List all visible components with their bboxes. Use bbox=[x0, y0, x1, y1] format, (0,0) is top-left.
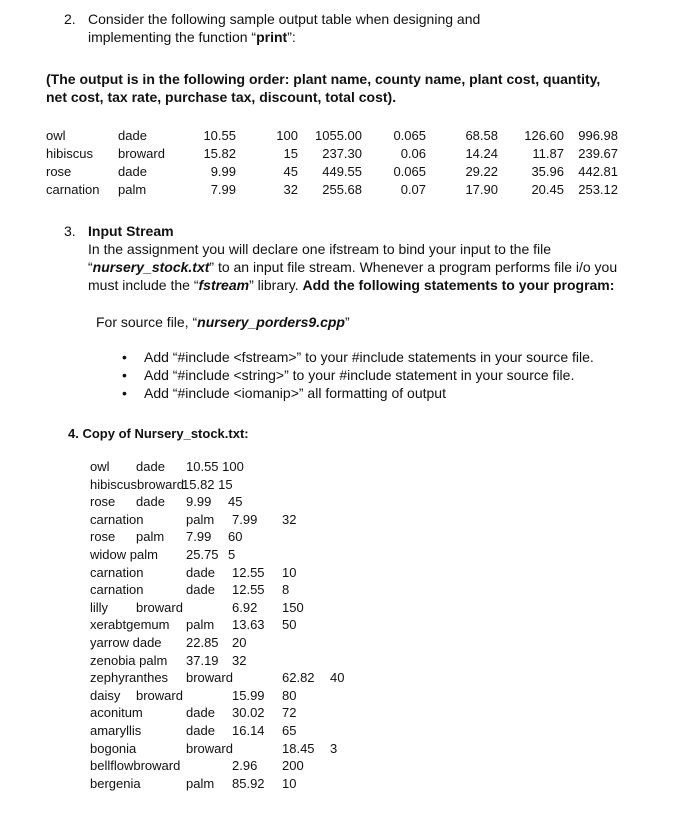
stock-field: 32 bbox=[282, 511, 297, 527]
stock-field: 22.85 bbox=[186, 634, 219, 650]
table-cell: palm bbox=[118, 182, 147, 197]
library-fstream: fstream bbox=[198, 277, 250, 293]
bullet-item bbox=[118, 366, 594, 384]
stock-field: xerabtgemum bbox=[90, 617, 170, 633]
stock-field: 62.82 bbox=[282, 670, 315, 686]
table-cell: 32 bbox=[283, 182, 298, 197]
table-cell: 237.30 bbox=[322, 146, 362, 161]
table-cell: 20.45 bbox=[531, 182, 564, 197]
stock-field: 10.55 100 bbox=[186, 459, 244, 474]
stock-field: 25.75 bbox=[186, 546, 219, 562]
stock-field: palm bbox=[136, 529, 165, 545]
stock-field: bergenia bbox=[90, 775, 141, 791]
stock-field: carnation bbox=[90, 511, 144, 527]
stock-field: amaryllis bbox=[90, 722, 142, 738]
stock-field: palm bbox=[186, 511, 215, 527]
output-order-line2: net cost, tax rate, purchase tax, discount, total cost). bbox=[46, 89, 397, 105]
table-cell: 10.55 bbox=[203, 128, 236, 143]
table-cell: carnation bbox=[46, 182, 100, 197]
stock-field: 8 bbox=[282, 582, 290, 598]
bullet-item bbox=[118, 348, 594, 366]
bullet-text: Add “#include <iomanip>” all formatting of output bbox=[144, 385, 446, 401]
table-cell: 29.22 bbox=[465, 164, 498, 179]
stock-field: daisy bbox=[90, 687, 121, 703]
stock-field: 15.99 bbox=[232, 687, 265, 703]
stock-field: owl bbox=[90, 459, 110, 474]
function-name-print: print bbox=[256, 29, 288, 45]
stock-field: aconitum bbox=[90, 705, 143, 721]
table-cell: 255.68 bbox=[322, 182, 362, 197]
table-cell: 1055.00 bbox=[315, 128, 362, 143]
stock-field: 10 bbox=[282, 564, 297, 580]
table-cell: 14.24 bbox=[465, 146, 498, 161]
stock-field: bogonia bbox=[90, 740, 137, 756]
stock-field: 37.19 bbox=[186, 652, 219, 668]
bullet-icon: • bbox=[122, 385, 127, 401]
stock-field: carnation bbox=[90, 582, 144, 598]
quote-open: “ bbox=[88, 259, 93, 275]
stock-field: broward bbox=[136, 687, 183, 703]
question-3-line1: In the assignment you will declare one ifstream to bind your input to the file bbox=[88, 241, 552, 257]
table-cell: owl bbox=[46, 128, 66, 143]
table-cell: 35.96 bbox=[531, 164, 564, 179]
stock-field: dade bbox=[186, 722, 215, 738]
stock-field: widow palm bbox=[90, 546, 158, 562]
output-order-line1: (The output is in the following order: plant name, county name, plant cost, quantity, bbox=[46, 71, 601, 87]
question-2-line1: Consider the following sample output table when designing and bbox=[88, 11, 481, 27]
bullet-text: Add “#include <string>” to your #include statement in your source file. bbox=[144, 367, 575, 383]
stock-field: 65 bbox=[282, 722, 297, 738]
question-2 bbox=[64, 10, 480, 46]
question-3-number: 3. bbox=[64, 223, 76, 239]
stock-field: 16.14 bbox=[232, 722, 265, 738]
stock-field: lilly bbox=[90, 599, 109, 615]
question-3 bbox=[64, 222, 617, 294]
stock-field: palm bbox=[186, 775, 215, 791]
table-cell: 0.06 bbox=[400, 146, 426, 161]
filename-nursery-stock: nursery_stock.txt bbox=[92, 259, 210, 275]
stock-field: 72 bbox=[282, 705, 297, 721]
table-cell: 253.12 bbox=[578, 182, 618, 197]
table-cell: 0.065 bbox=[393, 164, 426, 179]
question-3-line2-rest: ” to an input file stream. Whenever a program performs file i/o you bbox=[209, 259, 618, 275]
stock-field: 15.82 15 bbox=[182, 476, 233, 492]
table-cell: 0.065 bbox=[393, 128, 426, 143]
table-cell: 15 bbox=[283, 146, 298, 161]
bullet-item bbox=[118, 384, 594, 402]
table-cell: 68.58 bbox=[465, 128, 498, 143]
stock-field: hibiscusbroward bbox=[90, 476, 184, 492]
question-2-line2-end: ”: bbox=[287, 29, 296, 45]
table-cell: hibiscus bbox=[46, 146, 93, 161]
stock-field: 5 bbox=[228, 546, 236, 562]
question-2-line2: implementing the function “ bbox=[88, 29, 257, 45]
stock-field: 9.99 bbox=[186, 494, 212, 510]
table-cell: rose bbox=[46, 164, 72, 179]
stock-field: yarrow dade bbox=[90, 634, 162, 650]
bullet-text: Add “#include <fstream>” to your #include statements in your source file. bbox=[144, 349, 594, 365]
source-file-post: ” bbox=[344, 314, 350, 330]
stock-field: 200 bbox=[282, 758, 304, 774]
table-cell: 126.60 bbox=[524, 128, 564, 143]
stock-field: 3 bbox=[330, 740, 338, 756]
stock-field: 7.99 bbox=[186, 529, 212, 545]
table-cell: 7.99 bbox=[210, 182, 236, 197]
stock-field: dade bbox=[136, 494, 165, 510]
stock-field: 7.99 bbox=[232, 511, 258, 527]
stock-field: broward bbox=[136, 599, 183, 615]
table-cell: 239.67 bbox=[578, 146, 618, 161]
source-file-line bbox=[96, 314, 350, 330]
stock-field: 80 bbox=[282, 687, 297, 703]
stock-field: 45 bbox=[228, 494, 243, 510]
stock-field: 40 bbox=[330, 670, 345, 686]
stock-field: dade bbox=[136, 459, 165, 474]
stock-field: rose bbox=[90, 494, 116, 510]
stock-field: 2.96 bbox=[232, 758, 258, 774]
bullet-icon: • bbox=[122, 367, 127, 383]
stock-field: 32 bbox=[232, 652, 247, 668]
question-3-line3-mid: ” library. bbox=[249, 277, 303, 293]
stock-field: zephyranthes bbox=[90, 670, 169, 686]
stock-field: 18.45 bbox=[282, 740, 315, 756]
stock-field: rose bbox=[90, 529, 116, 545]
question-3-title: Input Stream bbox=[88, 223, 174, 239]
table-cell: 449.55 bbox=[322, 164, 362, 179]
stock-field: broward bbox=[186, 670, 233, 686]
include-bullet-list bbox=[118, 348, 594, 402]
table-cell: 442.81 bbox=[578, 164, 618, 179]
stock-field: palm bbox=[186, 617, 215, 633]
stock-field: zenobia palm bbox=[90, 652, 168, 668]
source-file-pre: For source file, “ bbox=[96, 314, 198, 330]
stock-field: 85.92 bbox=[232, 775, 265, 791]
question-4-title: 4. Copy of Nursery_stock.txt: bbox=[68, 426, 249, 441]
table-cell: dade bbox=[118, 164, 147, 179]
stock-field: 10 bbox=[282, 775, 297, 791]
stock-field: dade bbox=[186, 582, 215, 598]
table-cell: dade bbox=[118, 128, 147, 143]
stock-field: 50 bbox=[282, 617, 297, 633]
table-cell: broward bbox=[118, 146, 165, 161]
stock-field: 150 bbox=[282, 599, 304, 615]
table-cell: 100 bbox=[276, 128, 298, 143]
table-cell: 11.87 bbox=[532, 146, 564, 161]
stock-field: dade bbox=[186, 564, 215, 580]
stock-field: bellflowbroward bbox=[90, 758, 181, 774]
table-cell: 45 bbox=[283, 164, 298, 179]
bullet-icon: • bbox=[122, 349, 127, 365]
table-cell: 0.07 bbox=[400, 182, 426, 197]
stock-field: carnation bbox=[90, 564, 144, 580]
output-order-note bbox=[46, 70, 600, 106]
stock-field: broward bbox=[186, 740, 233, 756]
question-3-line2 bbox=[64, 258, 617, 276]
source-filename: nursery_porders9.cpp bbox=[197, 314, 345, 330]
table-cell: 15.82 bbox=[203, 146, 236, 161]
stock-field: 20 bbox=[232, 634, 247, 650]
stock-field: 30.02 bbox=[232, 705, 265, 721]
stock-field: dade bbox=[186, 705, 215, 721]
table-cell: 9.99 bbox=[210, 164, 236, 179]
stock-field: 12.55 bbox=[232, 564, 265, 580]
stock-field: 12.55 bbox=[232, 582, 265, 598]
question-3-line3 bbox=[64, 276, 617, 294]
table-cell: 17.90 bbox=[465, 182, 498, 197]
question-3-line3-pre: must include the “ bbox=[88, 277, 199, 293]
add-statements-instruction: Add the following statements to your program: bbox=[302, 277, 615, 293]
stock-field: 60 bbox=[228, 529, 243, 545]
stock-field: 13.63 bbox=[232, 617, 265, 633]
stock-field: 6.92 bbox=[232, 599, 258, 615]
table-cell: 996.98 bbox=[578, 128, 618, 143]
question-2-number: 2. bbox=[64, 11, 76, 27]
